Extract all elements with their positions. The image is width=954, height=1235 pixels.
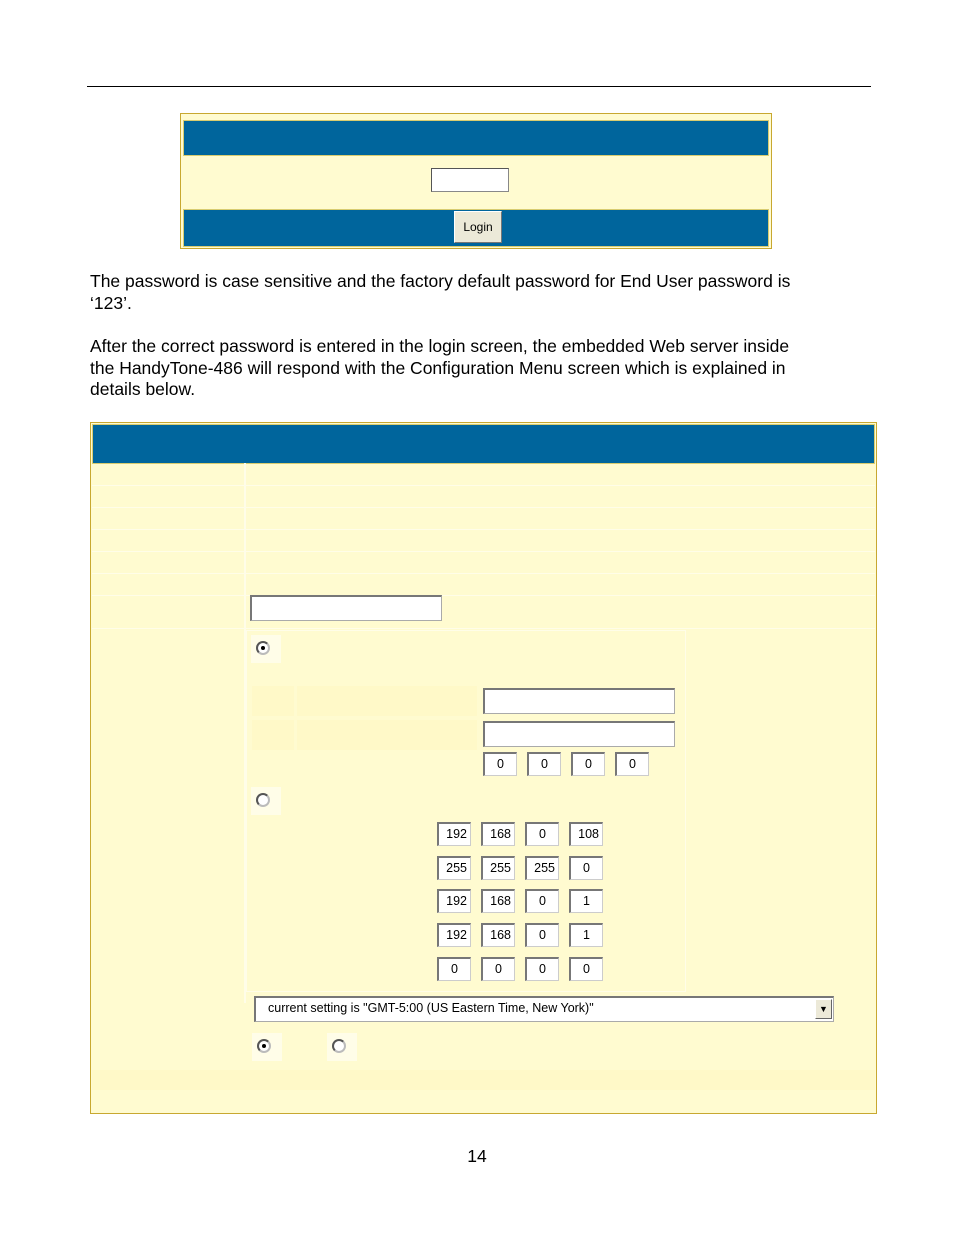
paragraph-config-intro xyxy=(90,336,860,401)
row-divider xyxy=(92,485,875,486)
paragraph-line: the HandyTone-486 will respond with the Configuration Menu screen which is explained in xyxy=(90,357,786,378)
daylight-saving-radio-off[interactable] xyxy=(327,1033,357,1061)
config-header-bar xyxy=(92,424,875,464)
static-ip-radio[interactable] xyxy=(251,787,281,815)
pppoe-radio[interactable] xyxy=(251,635,281,663)
login-footer-bar xyxy=(183,209,769,247)
ip-octet-2[interactable]: 168 xyxy=(481,822,515,846)
radio-unselected-icon xyxy=(332,1039,346,1053)
gateway-octet-4[interactable]: 1 xyxy=(569,889,603,913)
subnet-octet-4[interactable]: 0 xyxy=(569,856,603,880)
config-text-field[interactable] xyxy=(250,595,442,621)
pppoe-label-cell xyxy=(297,686,477,716)
login-panel xyxy=(180,113,772,249)
radio-unselected-icon xyxy=(256,793,270,807)
pppoe-password-input[interactable] xyxy=(483,721,675,747)
paragraph-password-note xyxy=(90,271,860,314)
subnet-octet-3[interactable]: 255 xyxy=(525,856,559,880)
radio-selected-icon xyxy=(256,641,270,655)
dns2-octet-3[interactable]: 0 xyxy=(525,957,559,981)
pppoe-octet-2[interactable]: 0 xyxy=(527,752,561,776)
row-divider xyxy=(92,573,875,574)
paragraph-line: The password is case sensitive and the factory default password for End User password is xyxy=(90,271,791,291)
gateway-octet-2[interactable]: 168 xyxy=(481,889,515,913)
pppoe-octet-4[interactable]: 0 xyxy=(615,752,649,776)
dns1-octet-2[interactable]: 168 xyxy=(481,923,515,947)
login-button[interactable]: Login xyxy=(454,211,502,243)
timezone-select[interactable] xyxy=(254,996,834,1022)
dns2-octet-4[interactable]: 0 xyxy=(569,957,603,981)
subnet-octet-1[interactable]: 255 xyxy=(437,856,471,880)
header-rule xyxy=(87,86,871,87)
password-input[interactable] xyxy=(431,168,509,192)
daylight-saving-radio-on[interactable] xyxy=(252,1033,282,1061)
pppoe-label-cell xyxy=(252,686,294,716)
pppoe-octet-1[interactable]: 0 xyxy=(483,752,517,776)
ip-octet-3[interactable]: 0 xyxy=(525,822,559,846)
dns1-octet-4[interactable]: 1 xyxy=(569,923,603,947)
dropdown-arrow-icon[interactable]: ▼ xyxy=(815,999,832,1019)
paragraph-line: ‘123’. xyxy=(90,292,132,313)
row-divider xyxy=(92,595,875,596)
pppoe-account-input[interactable] xyxy=(483,688,675,714)
login-header-bar xyxy=(183,120,769,156)
page-number: 14 xyxy=(467,1146,487,1166)
timezone-current-value: current setting is "GMT-5:00 (US Eastern Time, New York)" xyxy=(268,1001,594,1015)
row-divider xyxy=(92,529,875,530)
pppoe-label-cell xyxy=(252,720,294,750)
subnet-octet-2[interactable]: 255 xyxy=(481,856,515,880)
row-divider xyxy=(92,551,875,552)
pppoe-octet-3[interactable]: 0 xyxy=(571,752,605,776)
row-divider xyxy=(92,628,875,629)
dns1-octet-1[interactable]: 192 xyxy=(437,923,471,947)
radio-selected-icon xyxy=(257,1039,271,1053)
dns1-octet-3[interactable]: 0 xyxy=(525,923,559,947)
login-password-row xyxy=(183,156,769,206)
config-bottom-row xyxy=(92,1070,875,1090)
row-divider xyxy=(92,507,875,508)
ip-octet-1[interactable]: 192 xyxy=(437,822,471,846)
paragraph-line: details below. xyxy=(90,379,196,399)
dns2-octet-1[interactable]: 0 xyxy=(437,957,471,981)
gateway-octet-1[interactable]: 192 xyxy=(437,889,471,913)
gateway-octet-3[interactable]: 0 xyxy=(525,889,559,913)
ip-octet-4[interactable]: 108 xyxy=(569,822,603,846)
paragraph-line: After the correct password is entered in the login screen, the embedded Web server inside xyxy=(90,336,790,356)
dns2-octet-2[interactable]: 0 xyxy=(481,957,515,981)
pppoe-label-cell xyxy=(297,720,477,750)
